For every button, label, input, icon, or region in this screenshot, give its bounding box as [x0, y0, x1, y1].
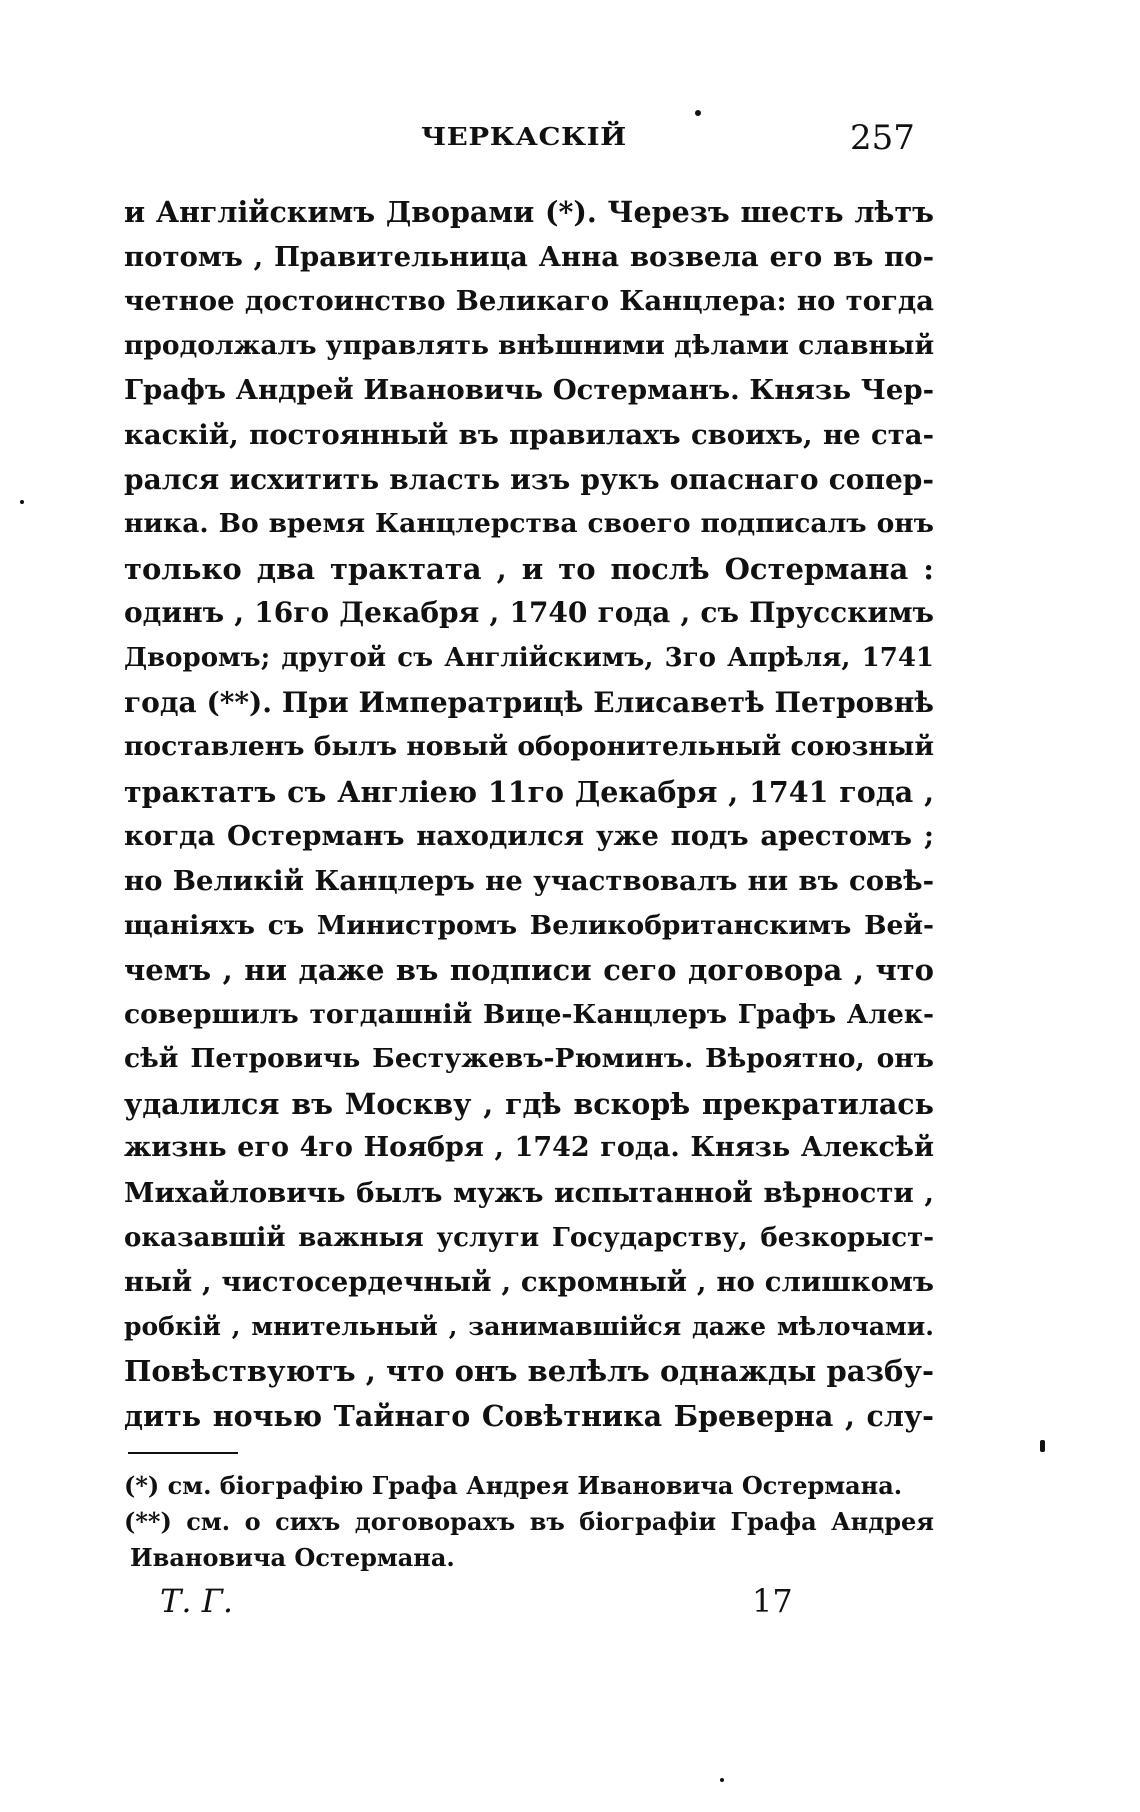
text-line: щаніяхъ съ Министромъ Великобританскимъ Вей-	[124, 909, 934, 941]
text-line: чемъ , ни даже въ подписи сего договора , что	[124, 953, 934, 988]
footnote-1: (*) см. біографію Графа Андрея Ивановича Остермана.	[124, 1471, 903, 1500]
text-line: года (**). При Императрицѣ Елисаветѣ Петровнѣ	[124, 685, 934, 719]
text-line: дить ночью Тайнаго Совѣтника Бреверна , слу-	[124, 1399, 934, 1434]
text-line: робкій , мнительный , занимавшійся даже мѣлочами.	[124, 1311, 934, 1341]
text-line: трактатъ съ Англіею 11го Декабря , 1741 года ,	[124, 774, 934, 809]
text-line: четное достоинство Великаго Канцлера: но тогда	[124, 285, 934, 318]
footnote-2: (**) см. о сихъ договорахъ въ біографіи Графа Андрея	[124, 1507, 934, 1536]
footnotes	[124, 1468, 934, 1576]
ink-speck	[20, 500, 24, 504]
footnote-2-continuation: Ивановича Остермана.	[130, 1543, 455, 1572]
text-line: Повѣствуютъ , что онъ велѣлъ однажды разбу-	[124, 1354, 934, 1389]
text-line: потомъ , Правительница Анна возвела его въ по-	[124, 240, 934, 273]
ink-speck	[720, 1778, 724, 1782]
text-line: ный , чистосердечный , скромный , но слишкомъ	[124, 1266, 934, 1299]
text-line: удалился въ Москву , гдѣ вскорѣ прекратилась	[124, 1086, 934, 1121]
text-line: каскій, постоянный въ правилахъ своихъ, не ста-	[124, 418, 934, 451]
text-line: оказавшій важныя услуги Государству, безкорыст-	[124, 1222, 934, 1253]
footnote-rule	[128, 1452, 238, 1454]
page-number: 257	[850, 118, 915, 158]
ink-speck	[695, 110, 701, 116]
text-line: Графъ Андрей Ивановичь Остерманъ. Князь Чер-	[124, 374, 934, 407]
text-line: и Англійскимъ Дворами (*). Черезъ шесть лѣтъ	[124, 195, 934, 229]
text-line: когда Остерманъ находился уже подъ арестомъ ;	[124, 820, 934, 853]
running-head: ЧЕРКАСКІЙ	[421, 122, 627, 151]
text-line: только два трактата , и то послѣ Остермана :	[124, 551, 934, 586]
text-line: жизнь его 4го Ноября , 1742 года. Князь Алексѣй	[124, 1132, 934, 1164]
text-line: совершилъ тогдашній Вице-Канцлеръ Графъ Алек-	[124, 998, 934, 1030]
text-line: сѣй Петровичь Бестужевъ-Рюминъ. Вѣроятно, онъ	[124, 1043, 934, 1075]
text-line: поставленъ былъ новый оборонительный союзный	[124, 731, 934, 763]
text-line: одинъ , 16го Декабря , 1740 года , съ Прусскимъ	[124, 596, 934, 630]
text-line: рался исхитить власть изъ рукъ опаснаго сопер-	[124, 462, 934, 496]
text-line: продолжалъ управлять внѣшними дѣлами славный	[124, 329, 935, 361]
ink-speck	[1040, 1440, 1045, 1452]
text-line: Дворомъ; другой съ Англійскимъ, 3го Апрѣля, 1741	[124, 642, 934, 673]
sheet-signature-number: 17	[752, 1582, 793, 1620]
volume-mark: Т. Г.	[160, 1582, 234, 1620]
main-text	[124, 190, 934, 1439]
text-line: Михайловичь былъ мужъ испытанной вѣрности ,	[124, 1177, 934, 1210]
text-line: но Великій Канцлеръ не участвовалъ ни въ совѣ-	[124, 864, 934, 897]
text-line: ника. Во время Канцлерства своего подписалъ онъ	[124, 508, 934, 540]
